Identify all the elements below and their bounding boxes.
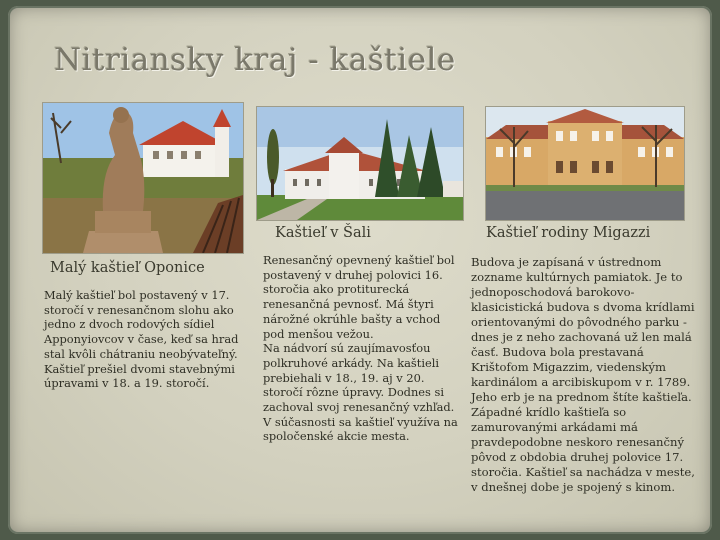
caption-sala: Kaštieľ v Šali <box>275 225 371 241</box>
slide-frame <box>8 6 712 534</box>
description-sala <box>263 253 463 444</box>
paragraph: Malý kaštieľ bol postavený v 17. storočí v renesančnom slohu ako jedno z dvoch rodových sídiel Apponyiovcov v čase, keď sa hrad stal kvôli chátraniu neobývateľný. Kaštieľ prešiel dvomi stavebnými úpravami v 18. a 19. storočí. <box>44 288 239 391</box>
caption-oponice: Malý kaštieľ Oponice <box>50 260 205 276</box>
slide-title: Nitriansky kraj - kaštiele <box>54 42 456 78</box>
photo-sala <box>256 106 464 221</box>
paragraph: Renesančný opevnený kaštieľ bol postavený v druhej polovici 16. storočia ako protiturecká renesančná pevnosť. Má štyri nárožné okrúhle bašty a vchod pod menšou vežou. <box>263 253 455 341</box>
caption-migazzi: Kaštieľ rodiny Migazzi <box>486 225 651 241</box>
photo-oponice <box>42 102 244 254</box>
description-migazzi <box>471 255 705 495</box>
photo-migazzi <box>485 106 685 221</box>
description-oponice <box>44 288 240 391</box>
paragraph: Na nádvorí sú zaujímavosťou polkruhové arkády. Na kaštieli prebiehali v 18., 19. aj v 20. storočí rôzne úpravy. Dodnes si zachoval svoj renesančný vzhľad. V súčasnosti sa kaštieľ využíva na spoločenské akcie mesta. <box>263 341 458 444</box>
paragraph: Budova je zapísaná v ústrednom zozname kultúrnych pamiatok. Je to jednoposchodová barokovo-klasicistická budova s dvoma krídlami orientovanými do pôvodného parku - dnes je z neho zachovaná už len malá časť. Budova bola prestavaná Krištofom Migazzim, viedenským kardinálom a arcibiskupom v r. 1789. Jeho erb je na prednom štíte kaštieľa. Západné krídlo kaštieľa so zamurovanými arkádami má pravdepodobne neskoro renesančný pôvod z obdobia druhej polovice 17. storočia. Kaštieľ sa nachádza v meste, v dnešnej dobe je spojený s kinom. <box>471 255 695 494</box>
